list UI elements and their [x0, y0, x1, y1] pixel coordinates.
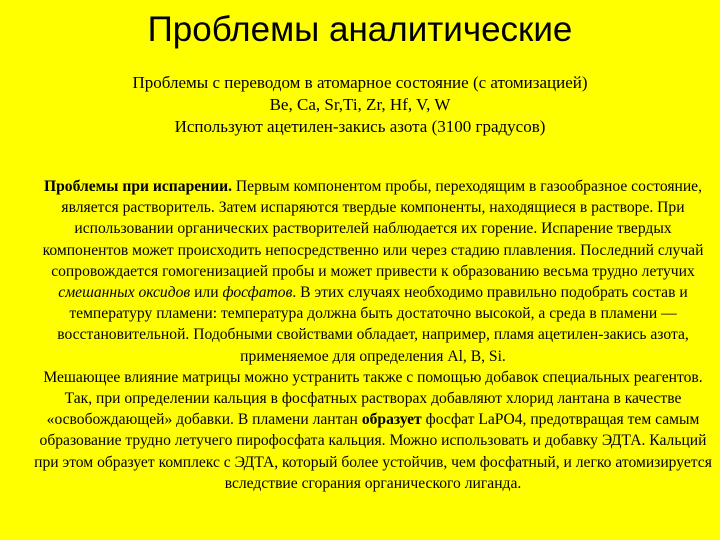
paragraph-evaporation	[8, 176, 712, 367]
body-text	[8, 176, 712, 494]
paragraph-text: Мешающее влияние матрицы можно устранить также с помощью добавок специальных реагентов. Так, при определении кальция в фосфатных растворах добавляют хлорид лантана в качестве «освобождающей» добавки. В пламени лантан	[43, 368, 703, 429]
paragraph-text: Первым компонентом пробы, переходящим в газообразное состояние, является растворитель. Затем испаряются твердые компоненты, находящиеся в растворе. При использовании органических растворителей наблюдается их горение. Испарение твердых компонентов может происходить непосредственно или через стадию плавления. Последний случай сопровождается гомогенизацией пробы и может привести к образованию весьма трудно летучих	[42, 178, 704, 280]
slide-title: Проблемы аналитические	[147, 10, 573, 49]
bold-term-forms: образует	[361, 411, 422, 429]
italic-term-oxides: смешанных оксидов	[58, 284, 191, 302]
paragraph-text: или	[190, 284, 223, 302]
paragraph-lead-bold: Проблемы при испарении.	[43, 178, 233, 195]
italic-term-phosphates: фосфатов	[222, 284, 293, 302]
paragraph-matrix	[8, 367, 712, 494]
paragraph-text: фосфат LaPO4, предотвращая тем самым образование трудно летучего пирофосфата кальция. Можно использовать и добавку ЭДТА. Кальций при этом образует комплекс с ЭДТА, который более устойчив, чем фосфатный, и легко атомизируется вследствие сгорания органического лиганда.	[34, 411, 712, 492]
intro-block	[40, 72, 680, 138]
intro-line-flame: Используют ацетилен-закись азота (3100 градусов)	[174, 117, 546, 136]
paragraph-text: . В этих случаях необходимо правильно подобрать состав и температуру пламени: температура должна быть достаточно высокой, а среда в пламени — восстановительной. Подобными свойствами обладает, например, пламя ацетилен-закись азота, применяемое для определения Al, B, Si.	[57, 284, 689, 365]
intro-line-atomization: Проблемы с переводом в атомарное состояние (с атомизацией)	[132, 73, 588, 92]
intro-line-elements: Be, Ca, Sr,Ti, Zr, Hf, V, W	[269, 95, 451, 114]
